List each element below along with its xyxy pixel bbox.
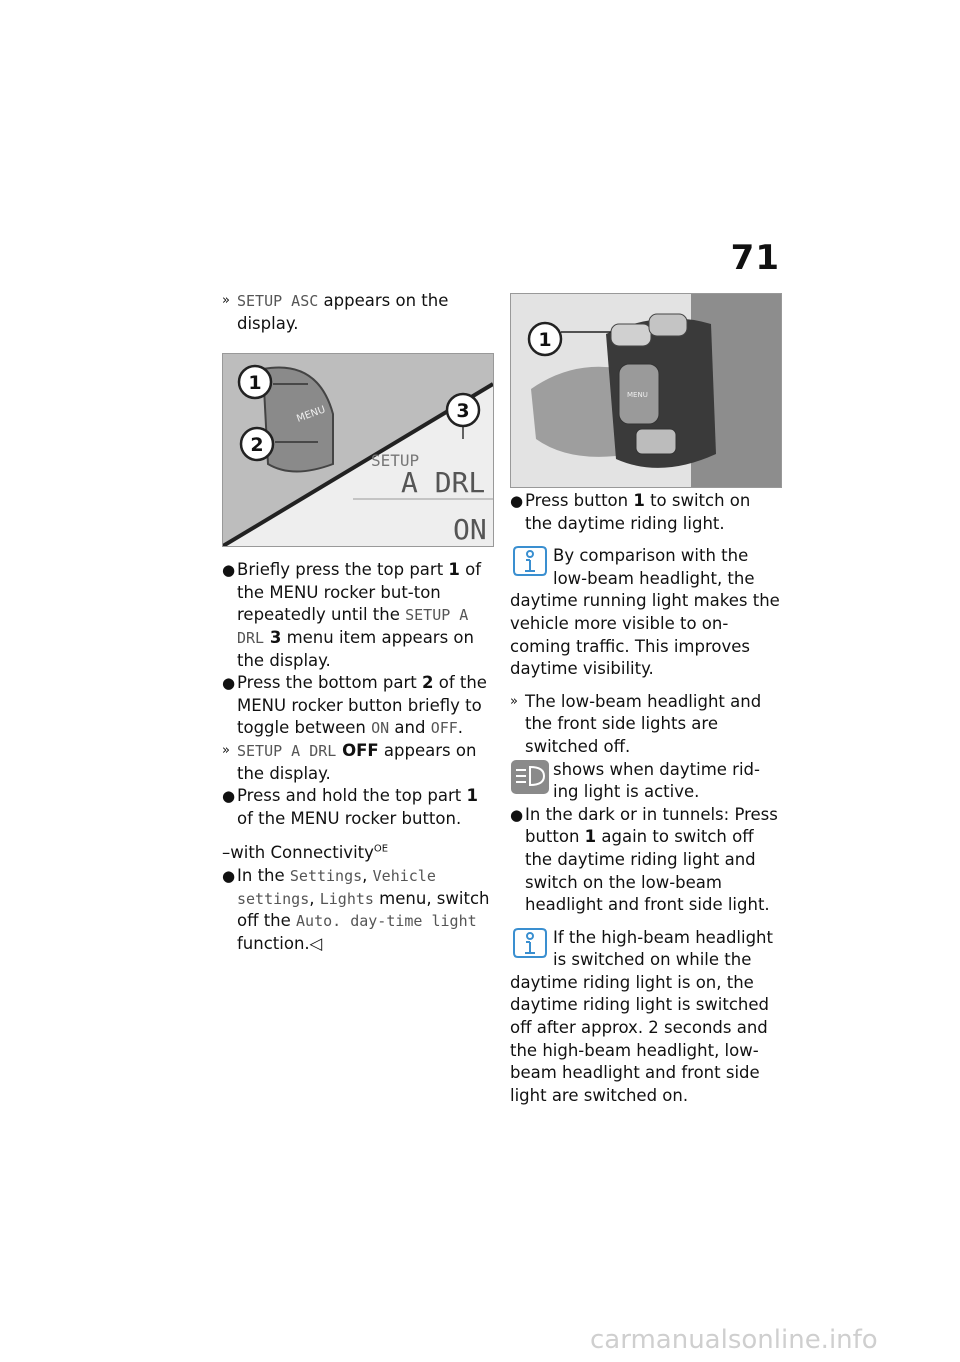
bullet-5: ● Press button 1 to switch on the daytime riding light. <box>510 491 751 533</box>
callout-3: 3 <box>456 400 470 423</box>
menu-rocker-figure <box>222 353 494 547</box>
watermark: carmanualsonline.info <box>590 1325 878 1355</box>
bullet-4: ● In the Settings, Vehicle settings, Lights menu, switch off the Auto. day-time light function.◁ <box>222 865 490 953</box>
display-on: ON <box>453 513 487 547</box>
bullet-mark: ● <box>510 805 524 824</box>
result-mark: » <box>222 742 230 758</box>
condition-line: –with Connectivity$^{OE}$ <box>222 843 389 863</box>
left-column <box>222 290 492 955</box>
bullet-2: ● Press the bottom part 2 of the MENU rocker button briefly to toggle between ON and OFF. <box>222 673 487 738</box>
menu-label: MENU <box>295 404 327 426</box>
bullet-3: ● Press and hold the top part 1 of the MENU rocker button. <box>222 786 478 828</box>
result-line-1: » SETUP ASC appears on the display. <box>222 291 449 333</box>
bullet-mark: ● <box>510 492 524 510</box>
indicator-note: shows when daytime rid-ing light is active. <box>510 759 780 804</box>
result-line-3: » The low-beam headlight and the front side lights are switched off. <box>510 691 762 756</box>
end-mark: ◁ <box>309 933 323 953</box>
info-note-1: By comparison with the low-beam headlight, the daytime running light makes the vehicle more visible to on-coming traffic. This improves daytime visibility. <box>510 546 780 679</box>
bullet-mark: ● <box>222 674 236 693</box>
result-mark: » <box>222 293 230 308</box>
info-icon <box>510 545 550 581</box>
dash: – <box>222 843 231 863</box>
callout-1: 1 <box>248 372 262 395</box>
info-icon <box>510 927 550 963</box>
callout-1-right: 1 <box>538 329 552 351</box>
bullet-mark: ● <box>222 866 236 885</box>
result-mark: » <box>510 693 518 709</box>
display-drl: A DRL <box>401 466 486 500</box>
daytime-riding-light-icon <box>510 759 550 795</box>
right-column <box>510 490 780 1107</box>
page-number: 71 <box>730 238 780 278</box>
bullet-6: ● In the dark or in tunnels: Press button 1 again to switch off the daytime riding light and switch on the low-beam headlight and front side light. <box>510 804 778 915</box>
info-note-2: If the high-beam headlight is switched on while the daytime riding light is on, the daytime riding light is switched off after approx. 2 seconds and the high-beam headlight, low-beam headlight and front side light are switched on. <box>510 927 773 1105</box>
handlebar-button-figure <box>510 293 782 488</box>
bullet-1: ● Briefly press the top part 1 of the MENU rocker but-ton repeatedly until the SETUP A DRL 3 menu item appears on the display. <box>222 560 482 670</box>
menu-label-2: MENU <box>627 391 648 399</box>
result-line-2: » SETUP A DRL OFF appears on the display. <box>222 740 477 783</box>
bullet-mark: ● <box>222 787 236 806</box>
callout-2: 2 <box>250 434 264 457</box>
display-setup: SETUP <box>371 451 420 471</box>
bullet-mark: ● <box>222 561 236 580</box>
